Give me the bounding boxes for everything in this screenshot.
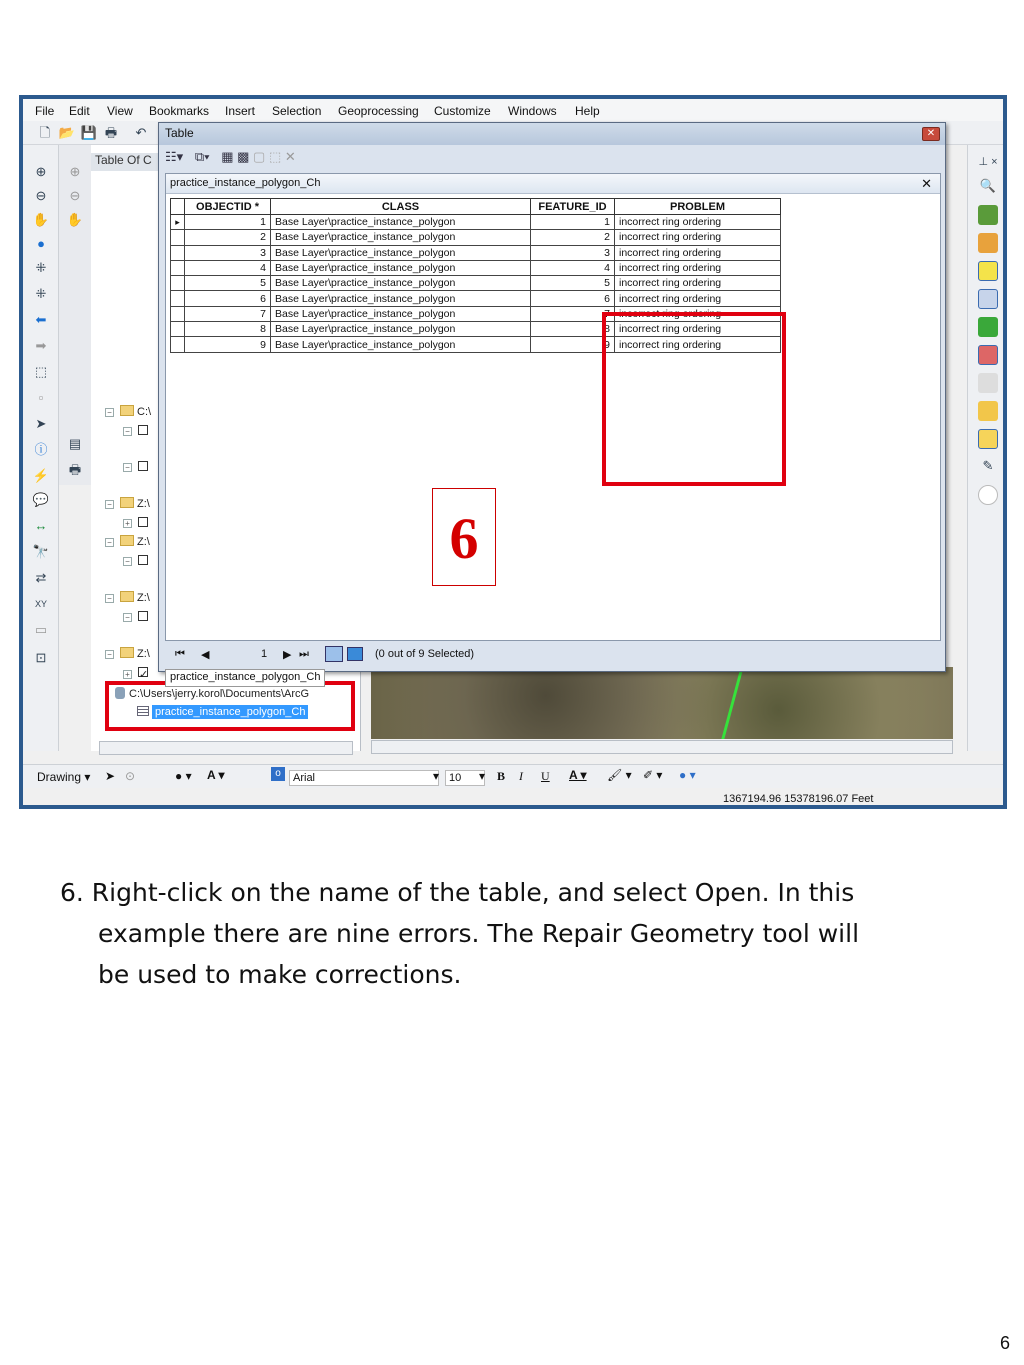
first-record-icon[interactable]: ⏮ [175,648,185,660]
back-arrow-icon[interactable]: ⬅ [35,312,47,327]
layer-checkbox[interactable] [138,425,148,435]
class-cell[interactable]: Base Layer\practice_instance_polygon [271,322,531,337]
table-row[interactable] [171,260,781,275]
objectid-cell[interactable]: 5 [185,276,271,291]
layout-print-icon[interactable]: 🖶 [68,462,82,477]
expand-icon[interactable]: + [123,519,132,528]
toc-item[interactable] [123,555,148,567]
toc-item[interactable] [123,667,148,680]
objectid-cell[interactable]: 8 [185,322,271,337]
row-selector[interactable] [171,260,185,275]
menu-help[interactable]: Help [575,104,600,118]
new-document-icon[interactable]: 🗋 [39,125,51,140]
problem-column-highlight-box [602,312,786,486]
table-window [158,122,946,683]
feature-id-cell[interactable]: 5 [531,276,615,291]
zoom-out-icon[interactable]: ⊖ [35,188,47,203]
collapse-icon[interactable]: − [123,427,132,436]
toc-item[interactable] [123,611,148,623]
toc-item[interactable] [123,461,148,473]
problem-cell[interactable]: incorrect ring ordering [615,215,781,230]
instruction-caption [60,872,960,995]
layer-checkbox[interactable] [138,461,148,471]
toc-folder-1[interactable]: − C:\ [105,405,151,418]
measure-icon[interactable]: ↔ [34,518,48,533]
collapse-icon[interactable]: − [123,557,132,566]
objectid-cell[interactable]: 3 [185,245,271,260]
class-cell[interactable]: Base Layer\practice_instance_polygon [271,337,531,352]
font-icon: o [271,767,285,781]
menu-selection[interactable]: Selection [272,104,322,118]
objectid-cell[interactable]: 9 [185,337,271,352]
toc-title: Table Of C [91,153,161,171]
identify-icon[interactable]: ⓘ [34,442,48,457]
row-selector[interactable] [171,337,185,352]
layer-checkbox[interactable]: ✓ [139,669,149,681]
folder-icon [120,591,134,602]
objectid-cell[interactable]: 7 [185,306,271,321]
table-row[interactable] [171,230,781,245]
catalog-icon[interactable] [978,205,998,225]
selection-status: (0 out of 9 Selected) [375,648,475,660]
toc-item[interactable] [123,517,148,529]
objectid-cell[interactable]: 1 [185,215,271,230]
rectangle-icon[interactable]: ● ▾ [175,769,192,783]
feature-id-cell[interactable]: 7 [531,306,615,321]
full-extent-icon[interactable]: ● [37,236,45,251]
star-icon[interactable] [978,429,998,449]
expand-icon[interactable]: + [123,670,132,679]
record-navigation-bar [165,643,941,667]
row-selector[interactable] [171,276,185,291]
time-slider-icon[interactable]: ▭ [34,622,48,637]
class-cell[interactable]: Base Layer\practice_instance_polygon [271,306,531,321]
font-color-icon[interactable]: A ▾ [569,768,587,782]
topology-icon[interactable] [978,345,998,365]
delete-selected-icon[interactable]: ✕ [284,149,296,164]
problem-cell[interactable]: incorrect ring ordering [615,291,781,306]
switch-selection-icon[interactable]: ▩ [237,149,250,164]
toc-folder-5[interactable]: − Z:\ [105,647,150,660]
layer-checkbox[interactable] [138,555,148,565]
row-selector[interactable] [171,245,185,260]
collapse-icon[interactable]: − [105,650,114,659]
close-icon[interactable]: ✕ [922,127,940,141]
layer-checkbox[interactable] [138,611,148,621]
status-bar [23,788,1003,809]
menu-file[interactable]: File [35,104,55,118]
row-selector[interactable] [171,306,185,321]
marker-color-icon[interactable]: ● ▾ [679,768,696,782]
bold-button[interactable]: B [497,769,506,783]
menu-bar [23,99,1003,121]
text-icon[interactable]: A ▾ [207,768,225,782]
table-tab-header: practice_instance_polygon_Ch ✕ [166,174,940,194]
table-options-icon[interactable]: ☷▾ [165,149,184,164]
menu-insert[interactable]: Insert [225,104,256,118]
feature-id-cell[interactable]: 6 [531,291,615,306]
problem-cell[interactable]: incorrect ring ordering [615,322,781,337]
arctoolbox-icon[interactable] [978,233,998,253]
class-cell[interactable]: Base Layer\practice_instance_polygon [271,260,531,275]
table-row[interactable] [171,215,781,230]
save-icon[interactable]: 💾 [80,125,98,140]
caption-line-3: be used to make corrections. [98,960,462,989]
menu-geoprocessing[interactable]: Geoprocessing [338,104,419,118]
arcmap-screenshot [19,95,1007,809]
toc-item[interactable] [123,425,148,437]
table-row[interactable] [171,291,781,306]
pencil-icon[interactable]: ✎ [982,458,994,473]
toc-folder-3[interactable]: − Z:\ [105,535,150,548]
caption-line-1: 6. Right-click on the name of the table, and select Open. In this [60,878,855,907]
toc-gdb-row[interactable]: C:\Users\jerry.korol\Documents\ArcG [115,687,309,700]
clear-selection-table-icon[interactable]: ▢ [253,149,266,164]
undo-icon[interactable]: ↶ [135,125,147,140]
map-horizontal-scrollbar[interactable] [371,740,953,754]
tools-toolbar [23,145,59,751]
toc-selected-table[interactable]: practice_instance_polygon_Ch [137,706,308,718]
collapse-icon[interactable]: − [105,594,114,603]
rotate-icon[interactable]: ⊙ [125,769,136,783]
drawing-toolbar [23,764,1003,788]
close-tab-icon[interactable]: ✕ [921,176,932,191]
editor-toolbar [967,145,1007,751]
circle-icon[interactable] [978,485,998,505]
collapse-icon[interactable]: − [123,613,132,622]
find-icon[interactable]: 🔭 [32,544,50,559]
menu-edit[interactable]: Edit [69,104,90,118]
menu-bookmarks[interactable]: Bookmarks [149,104,210,118]
snapping-icon[interactable] [978,373,998,393]
polygon-boundary [721,667,748,739]
class-cell[interactable]: Base Layer\practice_instance_polygon [271,215,531,230]
table-panel [165,173,941,641]
map-display[interactable] [371,667,953,739]
layer-checkbox[interactable] [138,517,148,527]
class-cell[interactable]: Base Layer\practice_instance_polygon [271,291,531,306]
pin-icon[interactable]: ⊥ × [978,156,998,168]
problem-cell[interactable]: incorrect ring ordering [615,276,781,291]
layout-toolbar [59,145,91,485]
row-selector[interactable]: ▸ [171,215,185,230]
table-window-title: Table [159,123,945,145]
open-icon[interactable]: 📂 [58,125,76,140]
folder-icon [120,497,134,508]
column-header-problem[interactable]: PROBLEM [615,199,781,215]
table-row[interactable] [171,245,781,260]
create-viewer-icon[interactable]: ⊡ [35,650,47,665]
caption-line-2: example there are nine errors. The Repair Geometry tool will [98,919,860,948]
calculator-icon[interactable] [978,401,998,421]
select-features-icon[interactable]: ⬚ [34,364,48,379]
class-cell[interactable]: Base Layer\practice_instance_polygon [271,245,531,260]
pan-icon[interactable]: ✋ [32,212,50,227]
print-icon[interactable]: 🖶 [104,125,118,140]
feature-id-cell[interactable]: 2 [531,230,615,245]
show-all-records-icon[interactable] [325,646,343,662]
collapse-icon[interactable]: − [123,463,132,472]
folder-icon [120,647,134,658]
column-header-class[interactable]: CLASS [271,199,531,215]
problem-cell[interactable]: incorrect ring ordering [615,260,781,275]
table-tab[interactable]: practice_instance_polygon_Ch [165,669,325,687]
layout-zoom-in-icon[interactable]: ⊕ [69,164,81,179]
toc-highlight-box [105,681,355,731]
feature-id-cell[interactable]: 3 [531,245,615,260]
page-number: 6 [999,1333,1010,1353]
column-header-feature-id[interactable]: FEATURE_ID [531,199,615,215]
collapse-icon[interactable]: − [105,408,114,417]
fixed-zoom-in-icon[interactable]: ⁜ [35,260,47,275]
html-popup-icon[interactable]: 💬 [32,492,50,507]
show-selected-records-icon[interactable] [347,647,363,661]
select-elements-icon[interactable]: ➤ [35,416,47,431]
feature-id-cell[interactable]: 4 [531,260,615,275]
row-selector-header [171,199,185,215]
feature-id-cell[interactable]: 9 [531,337,615,352]
line-color-icon[interactable]: ✐ ▾ [643,768,663,782]
row-selector[interactable] [171,322,185,337]
zoom-in-icon[interactable]: ⊕ [35,164,47,179]
search-icon[interactable]: 🔍 [979,178,997,193]
underline-button[interactable]: U [541,769,550,783]
folder-icon [120,405,134,416]
font-size-dropdown-icon[interactable]: ▾ [479,769,486,783]
problem-cell[interactable]: incorrect ring ordering [615,230,781,245]
find-route-icon[interactable]: ⇄ [35,570,47,585]
problem-cell[interactable]: incorrect ring ordering [615,337,781,352]
layout-zoom-out-icon[interactable]: ⊖ [69,188,81,203]
forward-arrow-icon[interactable]: ➡ [35,338,47,353]
fill-color-icon[interactable]: 🖌 ▾ [607,768,632,782]
toc-folder-4[interactable]: − Z:\ [105,591,150,604]
column-header-objectid[interactable]: OBJECTID * [185,199,271,215]
record-number[interactable]: 1 [261,648,268,660]
editor-icon[interactable] [978,261,998,281]
italic-button[interactable]: I [519,769,523,783]
problem-cell[interactable]: incorrect ring ordering [615,245,781,260]
objectid-cell[interactable]: 2 [185,230,271,245]
class-cell[interactable]: Base Layer\practice_instance_polygon [271,230,531,245]
create-features-icon[interactable] [978,289,998,309]
previous-record-icon[interactable]: ◀ [201,649,210,661]
menu-customize[interactable]: Customize [434,104,491,118]
fixed-zoom-out-icon[interactable]: ⁜ [35,286,47,301]
next-record-icon[interactable]: ▶ [283,649,292,661]
collapse-icon[interactable]: − [105,538,114,547]
row-selector[interactable] [171,230,185,245]
go-to-xy-icon[interactable]: XY [34,599,47,609]
attributes-icon[interactable] [978,317,998,337]
layout-pan-icon[interactable]: ✋ [66,212,84,227]
select-by-attributes-icon[interactable]: ▦ [221,149,234,164]
map-coordinates: 1367194.96 15378196.07 Feet [723,793,874,805]
related-tables-icon[interactable]: ⧉▾ [194,149,210,164]
feature-id-cell[interactable]: 1 [531,215,615,230]
layout-focus-icon[interactable]: ▤ [68,436,82,451]
table-options-toolbar [165,149,465,169]
select-pointer-icon[interactable]: ➤ [105,769,116,783]
problem-cell[interactable]: incorrect ring ordering [615,306,781,321]
menu-view[interactable]: View [107,104,133,118]
last-record-icon[interactable]: ⏭ [299,648,309,660]
feature-id-cell[interactable]: 8 [531,322,615,337]
collapse-icon[interactable]: − [105,500,114,509]
toc-horizontal-scrollbar[interactable] [99,741,353,755]
zoom-to-selected-icon[interactable]: ⬚ [268,149,282,164]
menu-windows[interactable]: Windows [508,104,557,118]
step-number-marker: 6 [432,488,496,586]
row-selector[interactable] [171,291,185,306]
toc-folder-2[interactable]: − Z:\ [105,497,150,510]
font-size-select[interactable]: 10 [445,770,485,786]
clear-selection-icon[interactable]: ▫ [38,390,44,405]
drawing-menu[interactable]: Drawing ▾ [37,770,91,784]
hyperlink-icon[interactable]: ⚡ [32,468,50,483]
font-name-dropdown-icon[interactable]: ▾ [433,769,440,783]
objectid-cell[interactable]: 4 [185,260,271,275]
class-cell[interactable]: Base Layer\practice_instance_polygon [271,276,531,291]
table-row[interactable] [171,276,781,291]
font-name-select[interactable]: Arial [289,770,439,786]
objectid-cell[interactable]: 6 [185,291,271,306]
folder-icon [120,535,134,546]
